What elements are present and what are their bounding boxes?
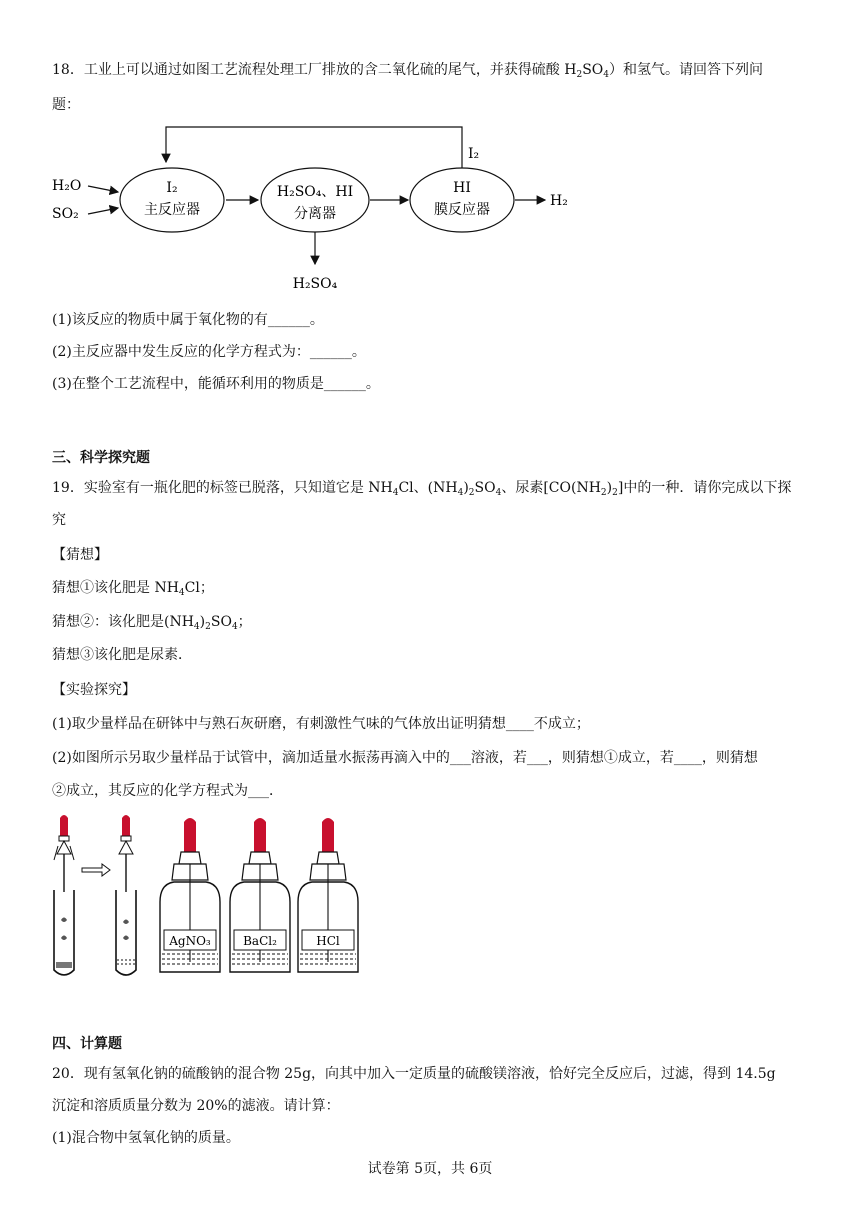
q18-sub2: (2)主反应器中发生反应的化学方程式为：______。 <box>52 344 366 360</box>
recycle-i2-label: I₂ <box>468 146 480 162</box>
q19-step2-line2: ②成立，其反应的化学方程式为___． <box>52 783 283 799</box>
q18-sub1: (1)该反应的物质中属于氧化物的有______。 <box>52 312 324 328</box>
process-arrow <box>82 864 110 876</box>
q19-guess2: 猜想②：该化肥是$(NH_4)_2SO_4$； <box>52 614 252 632</box>
main-reactor-bottom-label: 主反应器 <box>144 202 200 218</box>
test-tube-1 <box>54 890 74 975</box>
q19-step1: (1)取少量样品在研钵中与熟石灰研磨，有刺激性气味的气体放出证明猜想____不成立； <box>52 716 590 732</box>
q19-step2-line1: (2)如图所示另取少量样品于试管中，滴加适量水振荡再滴入中的___溶液，若___，则猜想①成立，若____，则猜想 <box>52 750 758 766</box>
label-hcl: HCl <box>316 934 340 948</box>
q19-guess3: 猜想③该化肥是尿素． <box>52 647 192 663</box>
q20-line1: 20．现有氢氧化钠的硫酸钠的混合物 25g，向其中加入一定质量的硫酸镁溶液，恰好完全反应后，过滤，得到 14.5g <box>52 1066 776 1082</box>
q19-explore-heading: 【实验探究】 <box>52 682 136 698</box>
q19-guess1: 猜想①该化肥是 $NH_4Cl$； <box>52 580 214 598</box>
main-reactor-top-label: I₂ <box>166 180 178 196</box>
membrane-reactor-top-label: HI <box>453 180 471 196</box>
recycle-loop-line <box>166 127 462 168</box>
input-h2o-label: H₂O <box>52 178 82 194</box>
membrane-reactor-ellipse <box>410 168 514 232</box>
label-bacl2: BaCl₂ <box>243 934 277 948</box>
output-h2so4-label: H₂SO₄ <box>292 276 338 292</box>
q19-line2: 究 <box>52 512 66 528</box>
separator-bottom-label: 分离器 <box>294 206 336 222</box>
q18-stem-line2: 题： <box>52 97 80 113</box>
test-tube-2 <box>116 890 136 975</box>
output-h2-label: H₂ <box>550 193 568 209</box>
q18-sub3: (3)在整个工艺流程中，能循环利用的物质是______。 <box>52 376 380 392</box>
input-so2-label: SO₂ <box>52 206 79 222</box>
q18-process-flow-diagram <box>0 118 860 298</box>
separator-ellipse <box>261 168 369 232</box>
membrane-reactor-bottom-label: 膜反应器 <box>434 202 490 218</box>
dropper-1 <box>54 815 74 892</box>
dropper-2 <box>119 815 133 892</box>
q18-stem-line1: 18．工业上可以通过如图工艺流程处理工厂排放的含二氧化硫的尾气，并获得硫酸 $H_2SO_4$）和氢气。请回答下列问 <box>52 62 764 80</box>
bottle-bacl2 <box>230 818 290 972</box>
section4-title: 四、计算题 <box>52 1036 122 1052</box>
q19-line1: 19．实验室有一瓶化肥的标签已脱落，只知道它是 $NH_4Cl$、$(NH_4)_2SO_4$、尿素$[CO(NH_2)_2]$中的一种．请你完成以下探 <box>52 480 792 498</box>
q20-line2: 沉淀和溶质质量分数为 20%的滤液。请计算： <box>52 1098 340 1114</box>
bottle-hcl <box>298 818 358 972</box>
input-so2-arrow <box>88 208 118 214</box>
q19-guess-heading: 【猜想】 <box>52 547 108 563</box>
input-h2o-arrow <box>88 186 118 192</box>
q20-sub1: (1)混合物中氢氧化钠的质量。 <box>52 1130 240 1146</box>
section3-title: 三、科学探究题 <box>52 450 150 466</box>
page-footer: 试卷第 5页，共 6页 <box>367 1161 493 1177</box>
label-agno3: AgNO₃ <box>169 934 211 948</box>
bottle-agno3 <box>160 818 220 972</box>
main-reactor-ellipse <box>120 168 224 232</box>
separator-top-label: H₂SO₄、HI <box>276 184 354 200</box>
q19-apparatus-figure <box>40 812 380 984</box>
